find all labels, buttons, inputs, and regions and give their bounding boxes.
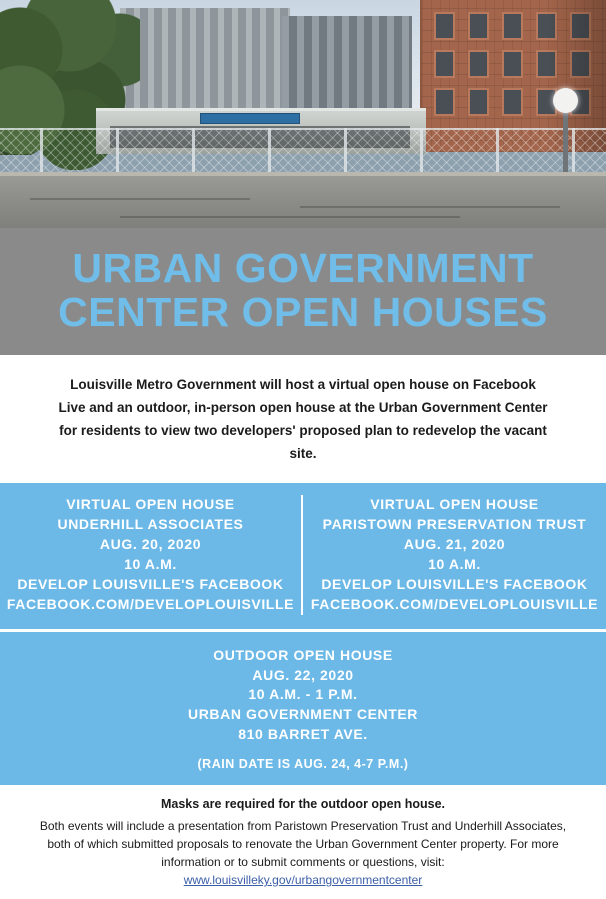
outdoor-time: 10 A.M. - 1 P.M. — [248, 686, 358, 703]
parking-lot — [0, 176, 606, 228]
underhill-url[interactable]: FACEBOOK.COM/DEVELOPLOUISVILLE — [6, 595, 295, 612]
mask-requirement-note: Masks are required for the outdoor open house. — [160, 797, 446, 812]
section-divider — [0, 629, 606, 636]
footer-section — [0, 785, 606, 899]
outdoor-open-house-band — [0, 636, 606, 785]
paristown-heading: VIRTUAL OPEN HOUSE — [370, 496, 539, 513]
paristown-org: PARISTOWN PRESERVATION TRUST — [322, 516, 587, 533]
outdoor-heading: OUTDOOR OPEN HOUSE — [213, 646, 393, 663]
paristown-date: AUG. 21, 2020 — [403, 536, 506, 553]
page-title-line-2: CENTER OPEN HOUSES — [58, 289, 548, 336]
rain-date-note: (RAIN DATE IS AUG. 24, 4-7 P.M.) — [197, 757, 409, 772]
title-band — [0, 228, 606, 355]
page-title — [0, 246, 606, 335]
outdoor-date: AUG. 22, 2020 — [252, 666, 354, 683]
virtual-open-house-band — [0, 483, 606, 628]
virtual-open-house-underhill — [0, 495, 303, 614]
outdoor-address: 810 BARRET AVE. — [238, 726, 368, 743]
building-sign — [200, 113, 300, 124]
underhill-channel: DEVELOP LOUISVILLE'S FACEBOOK — [17, 575, 284, 592]
lamp-globe — [553, 88, 578, 113]
underhill-org: UNDERHILL ASSOCIATES — [57, 516, 244, 533]
underhill-heading: VIRTUAL OPEN HOUSE — [66, 496, 235, 513]
footer-body-text: Both events will include a presentation from Paristown Preservation Trust and Underhill Associates, both of which submitted proposals to renovate the Urban Government Center property. For more information or to submit comments or questions, visit: — [39, 819, 567, 870]
paristown-url[interactable]: FACEBOOK.COM/DEVELOPLOUISVILLE — [310, 595, 599, 612]
paristown-channel: DEVELOP LOUISVILLE'S FACEBOOK — [321, 575, 588, 592]
underhill-date: AUG. 20, 2020 — [99, 536, 202, 553]
more-info-link[interactable]: www.louisvilleky.gov/urbangovernmentcenter — [183, 873, 423, 888]
outdoor-venue: URBAN GOVERNMENT CENTER — [187, 706, 419, 723]
intro-paragraph: Louisville Metro Government will host a virtual open house on Facebook Live and an outdoor, in-person open house at the Urban Government Center for residents to view two developers' proposed plan to redevelop the vacant site. — [58, 376, 548, 462]
underhill-time: 10 A.M. — [124, 556, 177, 573]
virtual-open-house-paristown — [303, 495, 606, 614]
header-photo — [0, 0, 606, 228]
paristown-time: 10 A.M. — [428, 556, 481, 573]
page-title-line-1: URBAN GOVERNMENT — [72, 245, 534, 291]
intro-section — [0, 355, 606, 484]
